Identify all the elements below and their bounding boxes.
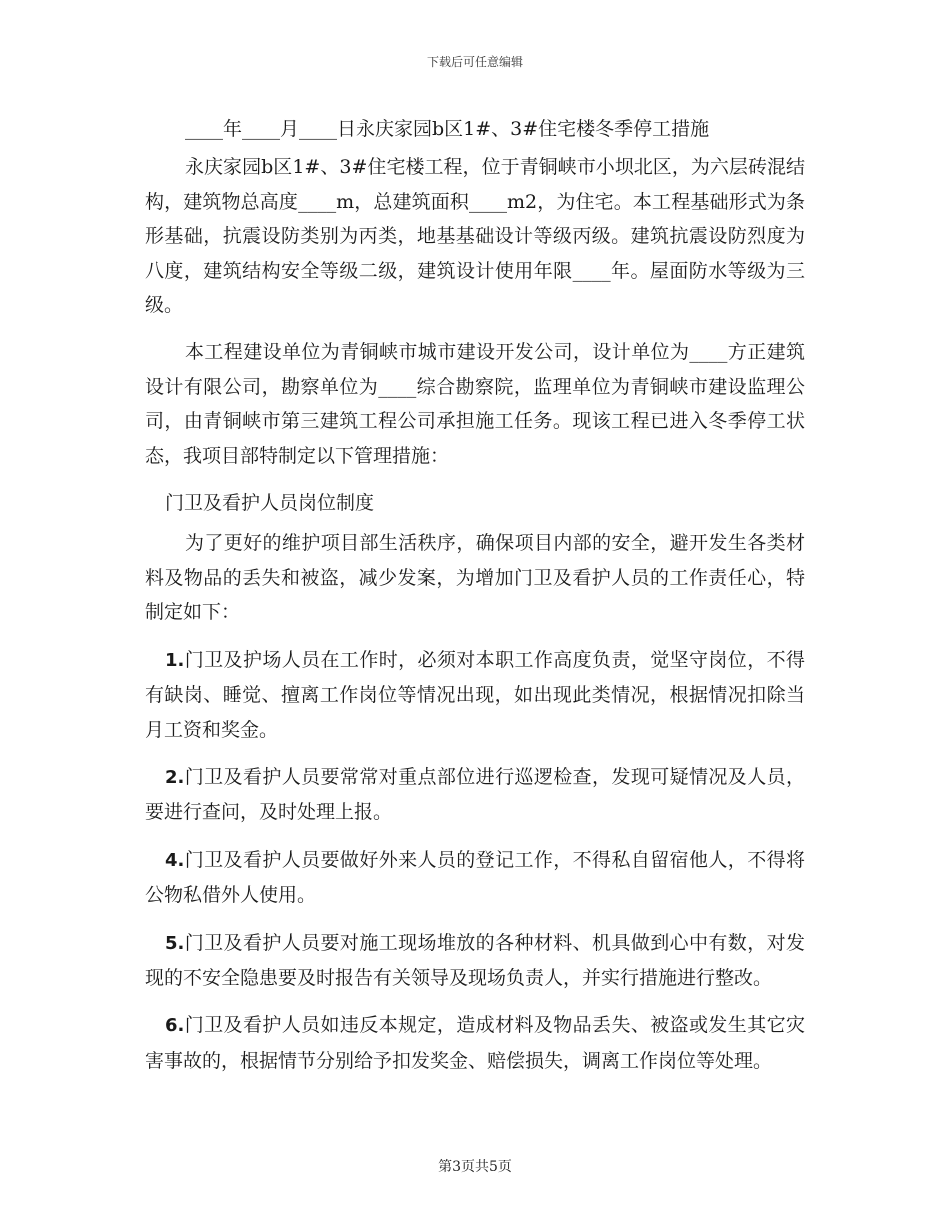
paragraph-project-overview: 永庆家园b区1#、3#住宅楼工程，位于青铜峡市小坝北区，为六层砖混结构，建筑物总高度____m，总建筑面积____m2，为住宅。本工程基础形式为条形基础，抗震设防类别为丙类，地基基础设计等级丙级。建筑抗震设防烈度为八度，建筑结构安全等级二级，建筑设计使用年限____年。屋面防水等级为三级。: [145, 156, 805, 317]
list-item: [145, 760, 805, 830]
list-item-text: 门卫及看护人员要做好外来人员的登记工作，不得私自留宿他人，不得将公物私借外人使用。: [145, 848, 805, 907]
document-title: ____年____月____日永庆家园b区1#、3#住宅楼冬季停工措施: [185, 118, 710, 140]
list-item-number: 6.: [165, 1015, 185, 1037]
list-item: [145, 843, 805, 913]
list-item: [145, 1008, 805, 1078]
list-item-text: 门卫及看护人员要常常对重点部位进行巡逻检查，发现可疑情况及人员，要进行查问，及时处理上报。: [145, 765, 805, 824]
list-item-number: 5.: [165, 932, 185, 954]
list-item: [145, 643, 805, 747]
paragraph-purpose: 为了更好的维护项目部生活秩序，确保项目内部的安全，避开发生各类材料及物品的丢失和被盗，减少发案，为增加门卫及看护人员的工作责任心，特制定如下：: [145, 532, 805, 624]
list-item-text: 门卫及护场人员在工作时，必须对本职工作高度负责，觉坚守岗位，不得有缺岗、睡觉、擅离工作岗位等情况出现，如出现此类情况，根据情况扣除当月工资和奖金。: [145, 648, 805, 741]
list-item-number: 4.: [165, 849, 185, 871]
page-header: 下载后可任意编辑: [426, 55, 523, 69]
document-body: [145, 112, 805, 1091]
list-item-text: 门卫及看护人员如违反本规定，造成材料及物品丢失、被盗或发生其它灾害事故的，根据情节分别给予扣发奖金、赔偿损失，调离工作岗位等处理。: [145, 1014, 805, 1072]
paragraph-parties: 本工程建设单位为青铜峡市城市建设开发公司，设计单位为____方正建筑设计有限公司，勘察单位为____综合勘察院，监理单位为青铜峡市建设监理公司，由青铜峡市第三建筑工程公司承担施工任务。现该工程已进入冬季停工状态，我项目部特制定以下管理措施：: [145, 341, 805, 467]
list-item-text: 门卫及看护人员要对施工现场堆放的各种材料、机具做到心中有数，对发现的不安全隐患要及时报告有关领导及现场负责人，并实行措施进行整改。: [145, 931, 805, 989]
list-item-number: 2.: [165, 766, 185, 788]
list-item: [145, 926, 805, 996]
section-heading: 门卫及看护人员岗位制度: [165, 492, 375, 515]
list-item-number: 1.: [165, 649, 185, 671]
page-footer: 第3页共5页: [438, 1159, 512, 1175]
